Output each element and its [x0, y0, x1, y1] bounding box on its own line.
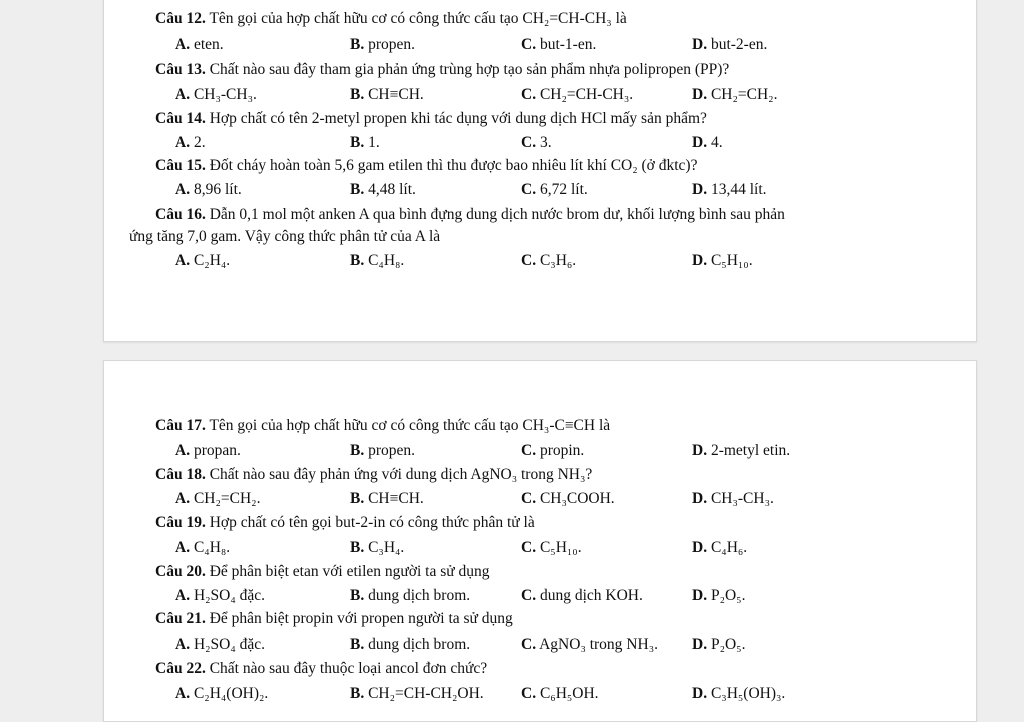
option-c: C. dung dịch KOH. [521, 587, 643, 604]
question-13-options [175, 85, 875, 105]
option-b: B. 4,48 lít. [350, 181, 416, 198]
option-b: B. propen. [350, 36, 416, 53]
option-a: A. propan. [175, 442, 241, 459]
question-number: Câu 16. [155, 206, 206, 223]
option-a: A. 8,96 lít. [175, 181, 242, 198]
question-number: Câu 18. [155, 466, 206, 483]
option-b: B. CH₂=CH-CH₂OH. [350, 685, 484, 702]
option-b: B. 1. [350, 134, 380, 151]
option-b: B. C₃H₄. [350, 539, 405, 556]
option-c: C. CH₂=CH-CH₃. [521, 86, 634, 103]
document-page-2 [103, 360, 977, 722]
option-c: C. 6,72 lít. [521, 181, 588, 198]
question-12-options [175, 35, 875, 55]
question-17-options [175, 441, 875, 461]
option-d: D. CH₂=CH₂. [692, 86, 778, 103]
option-b: B. dung dịch brom. [350, 636, 471, 653]
document-page-1 [103, 0, 977, 342]
option-a: A. C₂H₄(OH)₂. [175, 685, 269, 702]
question-text: Chất nào sau đây phản ứng với dung dịch AgNO₃ trong NH₃? [209, 466, 593, 483]
question-19-options [175, 538, 875, 558]
question-21-options [175, 635, 875, 655]
option-c: C. but-1-en. [521, 36, 597, 53]
question-number: Câu 15. [155, 157, 206, 174]
option-d: D. 4. [692, 134, 723, 151]
question-text: Hợp chất có tên gọi but-2-in có công thức phân tử là [209, 514, 535, 531]
option-a: A. C₄H₈. [175, 539, 231, 556]
question-text: Dẫn 0,1 mol một anken A qua bình đựng dung dịch nước brom dư, khối lượng bình sau phản [209, 206, 785, 223]
option-a: A. H₂SO₄ đặc. [175, 587, 266, 604]
question-text: Chất nào sau đây thuộc loại ancol đơn chức? [209, 660, 488, 677]
option-c: C. 3. [521, 134, 552, 151]
question-number: Câu 12. [155, 10, 206, 27]
question-text: Tên gọi của hợp chất hữu cơ có công thức cấu tạo CH₃-C≡CH là [209, 417, 611, 434]
question-14 [155, 109, 707, 129]
question-20 [155, 562, 490, 582]
option-d: D. 2-metyl etin. [692, 442, 791, 459]
option-c: C. AgNO₃ trong NH₃. [521, 636, 658, 653]
question-text: Hợp chất có tên 2-metyl propen khi tác dụng với dung dịch HCl mấy sản phẩm? [209, 110, 707, 127]
option-b: B. dung dịch brom. [350, 587, 471, 604]
question-19 [155, 513, 535, 533]
question-16-options [175, 251, 875, 271]
option-b: B. CH≡CH. [350, 490, 424, 507]
question-number: Câu 20. [155, 563, 206, 580]
option-c: C. C₆H₅OH. [521, 685, 599, 702]
option-d: D. but-2-en. [692, 36, 768, 53]
question-16-continuation [129, 227, 440, 247]
option-d: D. C₃H₅(OH)₃. [692, 685, 786, 702]
option-c: C. C₅H₁₀. [521, 539, 582, 556]
option-a: A. eten. [175, 36, 224, 53]
question-15-options [175, 180, 875, 200]
question-15 [155, 156, 697, 176]
option-c: C. propin. [521, 442, 585, 459]
question-text: Tên gọi của hợp chất hữu cơ có công thức cấu tạo CH₂=CH-CH₃ là [209, 10, 627, 27]
option-a: A. H₂SO₄ đặc. [175, 636, 266, 653]
question-number: Câu 22. [155, 660, 206, 677]
option-b: B. propen. [350, 442, 416, 459]
question-22 [155, 659, 487, 679]
option-d: D. C₅H₁₀. [692, 252, 753, 269]
question-text: Để phân biệt propin với propen người ta sử dụng [209, 610, 513, 627]
option-b: B. CH≡CH. [350, 86, 424, 103]
question-number: Câu 17. [155, 417, 206, 434]
question-22-options [175, 684, 875, 704]
option-d: D. CH₃-CH₃. [692, 490, 774, 507]
question-17 [155, 416, 610, 436]
option-a: A. CH₃-CH₃. [175, 86, 257, 103]
option-d: D. P₂O₅. [692, 587, 746, 604]
question-text: Chất nào sau đây tham gia phản ứng trùng hợp tạo sản phẩm nhựa polipropen (PP)? [209, 61, 730, 78]
question-18 [155, 465, 592, 485]
question-14-options [175, 133, 875, 153]
option-c: C. C₃H₆. [521, 252, 577, 269]
question-number: Câu 14. [155, 110, 206, 127]
option-d: D. C₄H₆. [692, 539, 748, 556]
question-21 [155, 609, 513, 629]
option-d: D. P₂O₅. [692, 636, 746, 653]
question-16 [155, 205, 785, 225]
question-20-options [175, 586, 875, 606]
option-c: C. CH₃COOH. [521, 490, 615, 507]
question-number: Câu 21. [155, 610, 206, 627]
question-18-options [175, 489, 875, 509]
option-d: D. 13,44 lít. [692, 181, 767, 198]
question-text: Đốt cháy hoàn toàn 5,6 gam etilen thì thu được bao nhiêu lít khí CO₂ (ở đktc)? [209, 157, 698, 174]
question-12 [155, 9, 627, 29]
option-a: A. CH₂=CH₂. [175, 490, 261, 507]
question-text-line-2: ứng tăng 7,0 gam. Vậy công thức phân tử của A là [129, 228, 441, 245]
option-a: A. 2. [175, 134, 206, 151]
option-b: B. C₄H₈. [350, 252, 405, 269]
question-number: Câu 19. [155, 514, 206, 531]
option-a: A. C₂H₄. [175, 252, 231, 269]
question-13 [155, 60, 729, 80]
question-text: Để phân biệt etan với etilen người ta sử dụng [209, 563, 490, 580]
question-number: Câu 13. [155, 61, 206, 78]
